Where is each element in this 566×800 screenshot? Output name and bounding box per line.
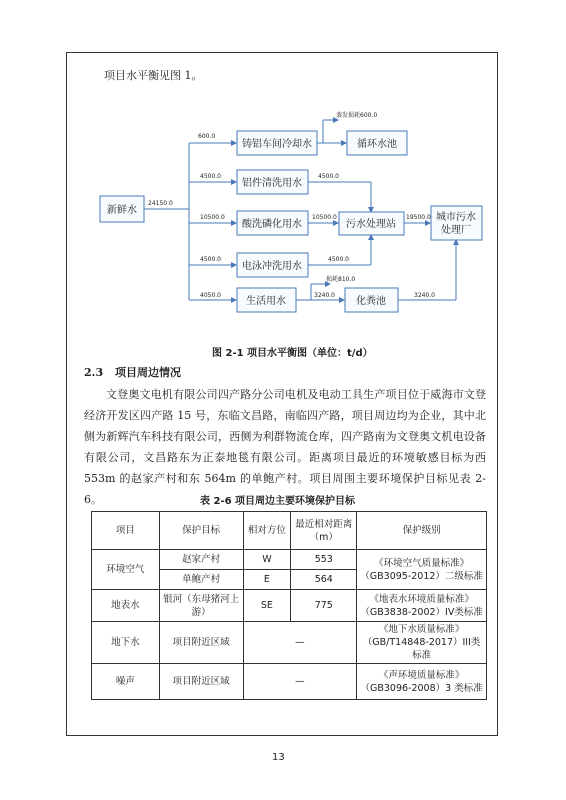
table-cell: 项目附近区域 <box>159 622 243 664</box>
svg-text:酸洗磷化用水: 酸洗磷化用水 <box>242 219 302 230</box>
table-cell: W <box>243 550 291 570</box>
section-number: 2.3 <box>84 366 104 379</box>
svg-text:铝件清洗用水: 铝件清洗用水 <box>242 178 302 189</box>
table-cell: 《环境空气质量标准》（GB3095-2012）二级标准 <box>357 550 487 590</box>
header-cell: 保护级别 <box>357 512 487 550</box>
figure-caption: 图 2-1 项目水平衡图（单位：t/d） <box>212 348 373 359</box>
svg-text:城市污水: 城市污水 <box>436 212 476 223</box>
svg-text:3240.0: 3240.0 <box>414 292 435 299</box>
table-cell: 噪声 <box>92 664 160 700</box>
table-cell: 地下水 <box>92 622 160 664</box>
table-cell: 775 <box>291 590 357 622</box>
svg-text:10500.0: 10500.0 <box>312 214 337 221</box>
table-cell: — <box>243 622 357 664</box>
table-cell: 564 <box>291 570 357 590</box>
header-cell: 项目 <box>92 512 160 550</box>
svg-text:4500.0: 4500.0 <box>200 256 221 263</box>
table-cell: 银河（东母猪河上游） <box>159 590 243 622</box>
svg-text:污水处理站: 污水处理站 <box>346 219 396 230</box>
svg-text:损耗810.0: 损耗810.0 <box>326 276 356 283</box>
table-cell: 项目附近区域 <box>159 664 243 700</box>
box-pickling-water <box>237 211 308 235</box>
section-paragraph: 文登奥文电机有限公司四产路分公司电机及电动工具生产项目位于威海市文登经济开发区四产路 15 号，东临文昌路，南临四产路，项目周边均为企业，其中北侧为新辉汽车科技有限公司，西侧为利群物流仓库，四产路南为文登奥文机电设备有限公司，文昌路东为正泰地毯有限公司。距离项目最近的环境敏感目标为西 553m 的赵家产村和东 564m 的单鲍产村。项目周围主要环境保护目标见表 2-6。 <box>84 388 486 506</box>
table-row <box>92 664 487 700</box>
svg-text:铸铝车间冷却水: 铸铝车间冷却水 <box>242 139 312 150</box>
table-cell: 赵家产村 <box>159 550 243 570</box>
box-sewage-station <box>339 212 404 235</box>
svg-text:24150.0: 24150.0 <box>148 200 173 207</box>
table-cell: — <box>243 664 357 700</box>
table-row <box>92 550 487 570</box>
svg-text:10500.0: 10500.0 <box>200 214 225 221</box>
box-city-sewage-plant <box>431 206 482 240</box>
table-cell: 单鲍产村 <box>159 570 243 590</box>
table-header-row <box>92 512 487 550</box>
header-cell: 相对方位 <box>243 512 291 550</box>
svg-text:化粪池: 化粪池 <box>356 296 386 307</box>
table-cell: 《地下水质量标准》（GB/T14848-2017）III类标准 <box>357 622 487 664</box>
protection-targets-table <box>91 511 487 700</box>
table-row <box>92 622 487 664</box>
table-row <box>92 590 487 622</box>
table-cell: 环境空气 <box>92 550 160 590</box>
water-balance-diagram <box>96 108 496 343</box>
table-cell: E <box>243 570 291 590</box>
svg-text:19500.0: 19500.0 <box>406 214 431 221</box>
page-number: 13 <box>272 752 285 763</box>
box-fresh-water <box>100 196 144 222</box>
table-cell: 《地表水环境质量标准》（GB3838-2002）IV类标准 <box>357 590 487 622</box>
svg-text:蒸发损耗600.0: 蒸发损耗600.0 <box>336 112 378 119</box>
section-heading <box>84 365 181 381</box>
table-cell: 地表水 <box>92 590 160 622</box>
svg-text:处理厂: 处理厂 <box>441 225 471 236</box>
box-electrophoresis-water <box>237 253 308 277</box>
svg-text:生活用水: 生活用水 <box>246 296 286 307</box>
box-septic-tank <box>345 288 398 312</box>
header-cell: 保护目标 <box>159 512 243 550</box>
box-cleaning-water <box>237 170 308 194</box>
svg-text:4500.0: 4500.0 <box>318 173 339 180</box>
section-title: 项目周边情况 <box>114 366 181 379</box>
svg-text:3240.0: 3240.0 <box>314 292 335 299</box>
box-circulation-pool <box>347 131 407 155</box>
table-caption: 表 2-6 项目周边主要环境保护目标 <box>200 496 356 507</box>
table-cell: 《声环境质量标准》（GB3096-2008）3 类标准 <box>357 664 487 700</box>
box-domestic-water <box>237 288 296 312</box>
svg-text:新鲜水: 新鲜水 <box>107 205 137 216</box>
header-cell: 最近相对距离（m） <box>291 512 357 550</box>
svg-text:电泳冲洗用水: 电泳冲洗用水 <box>242 261 302 272</box>
table-cell: SE <box>243 590 291 622</box>
svg-text:4500.0: 4500.0 <box>200 173 221 180</box>
table-cell: 553 <box>291 550 357 570</box>
box-casting-cooling <box>237 131 317 155</box>
intro-line: 项目水平衡见图 1。 <box>104 69 203 82</box>
svg-text:4050.0: 4050.0 <box>200 292 221 299</box>
svg-text:循环水池: 循环水池 <box>357 139 397 150</box>
svg-text:600.0: 600.0 <box>198 133 216 140</box>
svg-text:4500.0: 4500.0 <box>328 256 349 263</box>
